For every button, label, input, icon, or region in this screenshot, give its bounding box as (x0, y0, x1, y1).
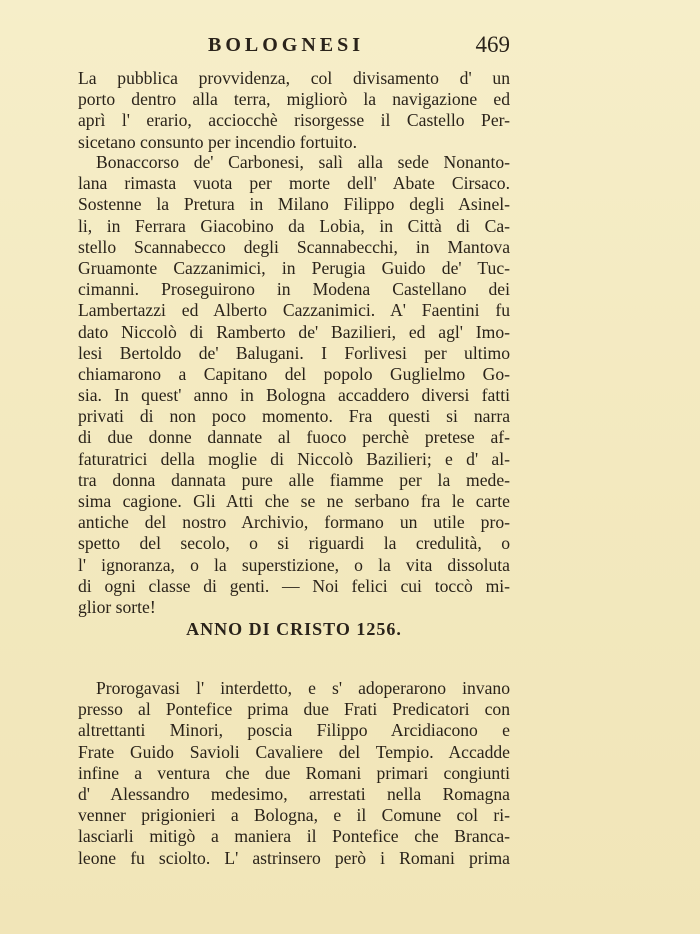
text-line: Prorogavasi l' interdetto, e s' adoperarono invano (96, 678, 510, 698)
text-line: sicetano consunto per incendio fortuito. (78, 131, 357, 152)
text-line: Sostenne la Pretura in Milano Filippo degli Asinel- (78, 194, 510, 215)
text-line: Gruamonte Cazzanimici, in Perugia Guido de' Tuc- (78, 257, 510, 278)
text-line: glior sorte! (78, 596, 156, 617)
text-line: l' ignoranza, o la superstizione, o la vita dissoluta (78, 554, 510, 575)
text-line: Frate Guido Savioli Cavaliere del Tempio. Accadde (78, 741, 510, 762)
text-line: sima cagione. Gli Atti che se ne serbano fra le carte (78, 491, 510, 511)
text-line: lesi Bertoldo de' Balugani. I Forlivesi per ultimo (78, 342, 510, 363)
text-line: Bonaccorso de' Carbonesi, salì alla sede Nonanto- (96, 152, 510, 172)
text-line: aprì l' erario, acciocchè risorgesse il Castello Per- (78, 110, 510, 131)
text-line: privati di non poco momento. Fra questi si narra (78, 406, 510, 427)
paragraph-officials (78, 152, 510, 618)
paragraph-canal (78, 68, 510, 153)
running-head: BOLOGNESI (208, 34, 365, 56)
text-line: d' Alessandro medesimo, arrestati nella Romagna (78, 783, 510, 804)
text-line: di due donne dannate al fuoco perchè pretese af- (78, 427, 510, 448)
text-line: chiamarono a Capitano del popolo Guglielmo Go- (78, 363, 510, 384)
text-line: altrettanti Minori, poscia Filippo Arcidiacono e (78, 720, 510, 741)
text-line: porto dentro alla terra, migliorò la navigazione ed (78, 89, 510, 110)
text-line: lasciarli mitigò a maniera il Pontefice che Branca- (78, 826, 510, 847)
text-line: sia. In quest' anno in Bologna accaddero diversi fatti (78, 385, 510, 406)
text-line: lana rimasta vuota per morte dell' Abate Cirsaco. (78, 173, 510, 194)
text-line: li, in Ferrara Giacobino da Lobia, in Città di Ca- (78, 215, 510, 236)
text-line: faturatrici della moglie di Niccolò Bazilieri; e d' al- (78, 448, 510, 469)
paragraph-interdict (78, 678, 510, 869)
page-number: 469 (475, 32, 510, 57)
text-line: antiche del nostro Archivio, formano un utile pro- (78, 512, 510, 533)
section-heading: ANNO DI CRISTO 1256. (186, 619, 402, 639)
text-line: leone fu sciolto. L' astrinsero però i Romani prima (78, 847, 510, 868)
text-line: presso al Pontefice prima due Frati Predicatori con (78, 699, 510, 720)
text-line: dato Niccolò di Ramberto de' Bazilieri, ed agl' Imo- (78, 321, 510, 342)
page-header (78, 34, 510, 64)
text-line: La pubblica provvidenza, col divisamento d' un (78, 68, 510, 88)
text-line: stello Scannabecco degli Scannabecchi, in Mantova (78, 236, 510, 257)
text-line: Lambertazzi ed Alberto Cazzanimici. A' Faentini fu (78, 300, 510, 321)
text-line: cimanni. Proseguirono in Modena Castellano dei (78, 279, 510, 300)
text-line: spetto del secolo, o si riguardi la credulità, o (78, 533, 510, 554)
text-line: tra donna dannata pure alle fiamme per la mede- (78, 469, 510, 490)
text-line: venner prigionieri a Bologna, e il Comune col ri- (78, 805, 510, 826)
text-line: infine a ventura che due Romani primari congiunti (78, 762, 510, 783)
text-line: di ogni classe di genti. — Noi felici cui toccò mi- (78, 575, 510, 596)
